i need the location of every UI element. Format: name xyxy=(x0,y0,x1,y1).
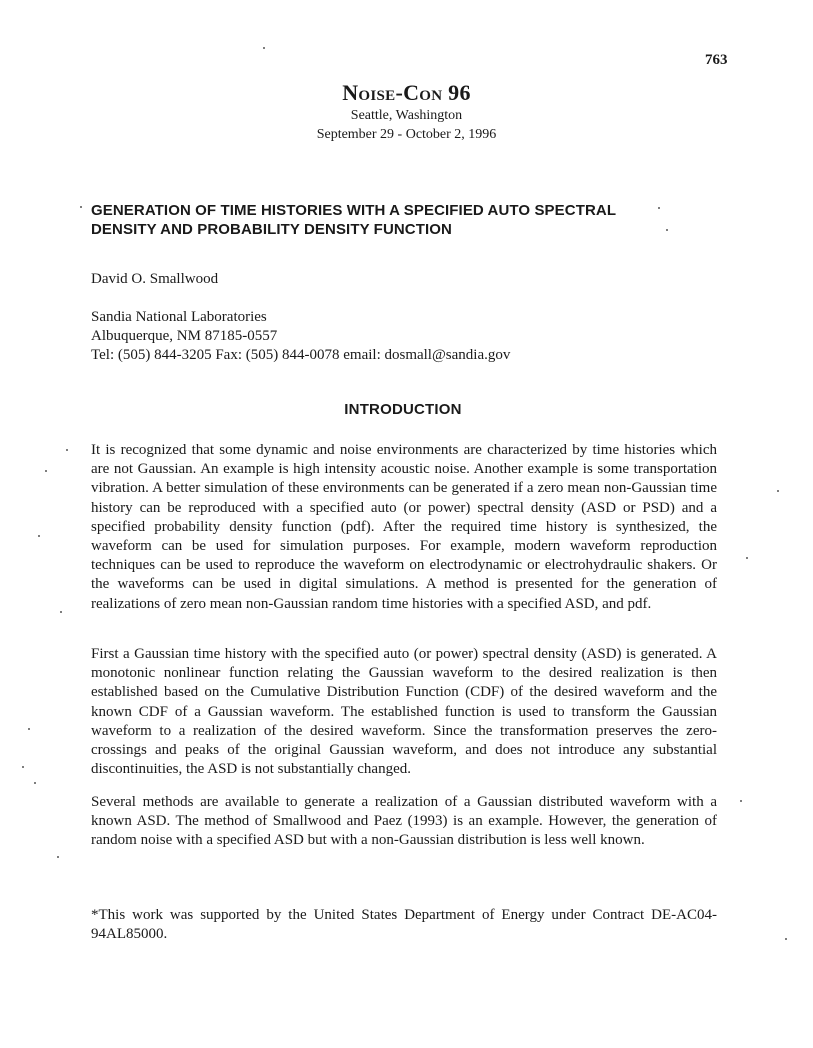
conference-location: Seattle, Washington xyxy=(350,108,463,123)
scan-speck xyxy=(263,47,265,49)
author-contact: Tel: (505) 844-3205 Fax: (505) 844-0078 email: dosmall@sandia.gov xyxy=(91,347,511,363)
scan-speck xyxy=(28,728,30,730)
scan-speck xyxy=(34,782,36,784)
paper-title-line-1: GENERATION OF TIME HISTORIES WITH A SPECIFIED AUTO SPECTRAL xyxy=(91,202,617,219)
paragraph: First a Gaussian time history with the specified auto (or power) spectral density (ASD) is generated. A monotonic nonlinear function relating the Gaussian waveform to the desired realization is then established based on the Cumulative Distribution Function (CDF) of the desired waveform and the known CDF of a Gaussian waveform. The established function is used to transform the Gaussian waveform to a realization of the desired waveform. Since the transformation preserves the zero-crossings and peaks of the original Gaussian waveform, and does not introduce any substantial discontinuities, the ASD is not substantially changed. xyxy=(91,646,717,778)
page-number: 763 xyxy=(705,52,728,68)
conference-header xyxy=(0,80,813,144)
scan-speck xyxy=(777,490,779,492)
scan-speck xyxy=(740,800,742,802)
author-block xyxy=(91,270,731,365)
author-address: Albuquerque, NM 87185-0557 xyxy=(91,328,278,344)
paper-title xyxy=(91,201,731,239)
scan-speck xyxy=(38,535,40,537)
conference-title: Noise-Con 96 xyxy=(342,80,471,105)
footnote: *This work was supported by the United States Department of Energy under Contract DE-AC04-94AL85000. xyxy=(91,907,717,943)
paragraph: It is recognized that some dynamic and noise environments are characterized by time histories which are not Gaussian. An example is high intensity acoustic noise. Another example is some transportation vibration. A better simulation of these environments can be generated if a zero mean non-Gaussian time history can be reproduced with a specified auto (or power) spectral density (ASD or PSD) and a specified probability density function (pdf). After the required time history is synthesized, the waveform can be used for simulation purposes. For example, modern waveform reproduction techniques can be used to reproduce the waveform on electrodynamic or electrohydraulic shakers. Or the waveforms can be used in digital simulations. A method is presented for the generation of realizations of zero mean non-Gaussian random time histories with a specified ASD, and pdf. xyxy=(91,442,717,612)
scan-speck xyxy=(785,938,787,940)
author-affiliation: Sandia National Laboratories xyxy=(91,309,267,325)
paragraph: Several methods are available to generate a realization of a Gaussian distributed waveform with a known ASD. The method of Smallwood and Paez (1993) is an example. However, the generation of random noise with a specified ASD but with a non-Gaussian distribution is less well known. xyxy=(91,794,717,849)
scan-speck xyxy=(66,449,68,451)
paper-title-line-2: DENSITY AND PROBABILITY DENSITY FUNCTION xyxy=(91,221,452,238)
scan-speck xyxy=(666,229,668,231)
scan-speck xyxy=(658,207,660,209)
scan-speck xyxy=(746,557,748,559)
scan-speck xyxy=(45,470,47,472)
scan-speck xyxy=(60,611,62,613)
scan-speck xyxy=(22,766,24,768)
conference-dates: September 29 - October 2, 1996 xyxy=(316,127,497,142)
section-heading: INTRODUCTION xyxy=(344,401,462,418)
scan-speck xyxy=(80,206,82,208)
author-name: David O. Smallwood xyxy=(91,271,219,287)
scan-speck xyxy=(57,856,59,858)
